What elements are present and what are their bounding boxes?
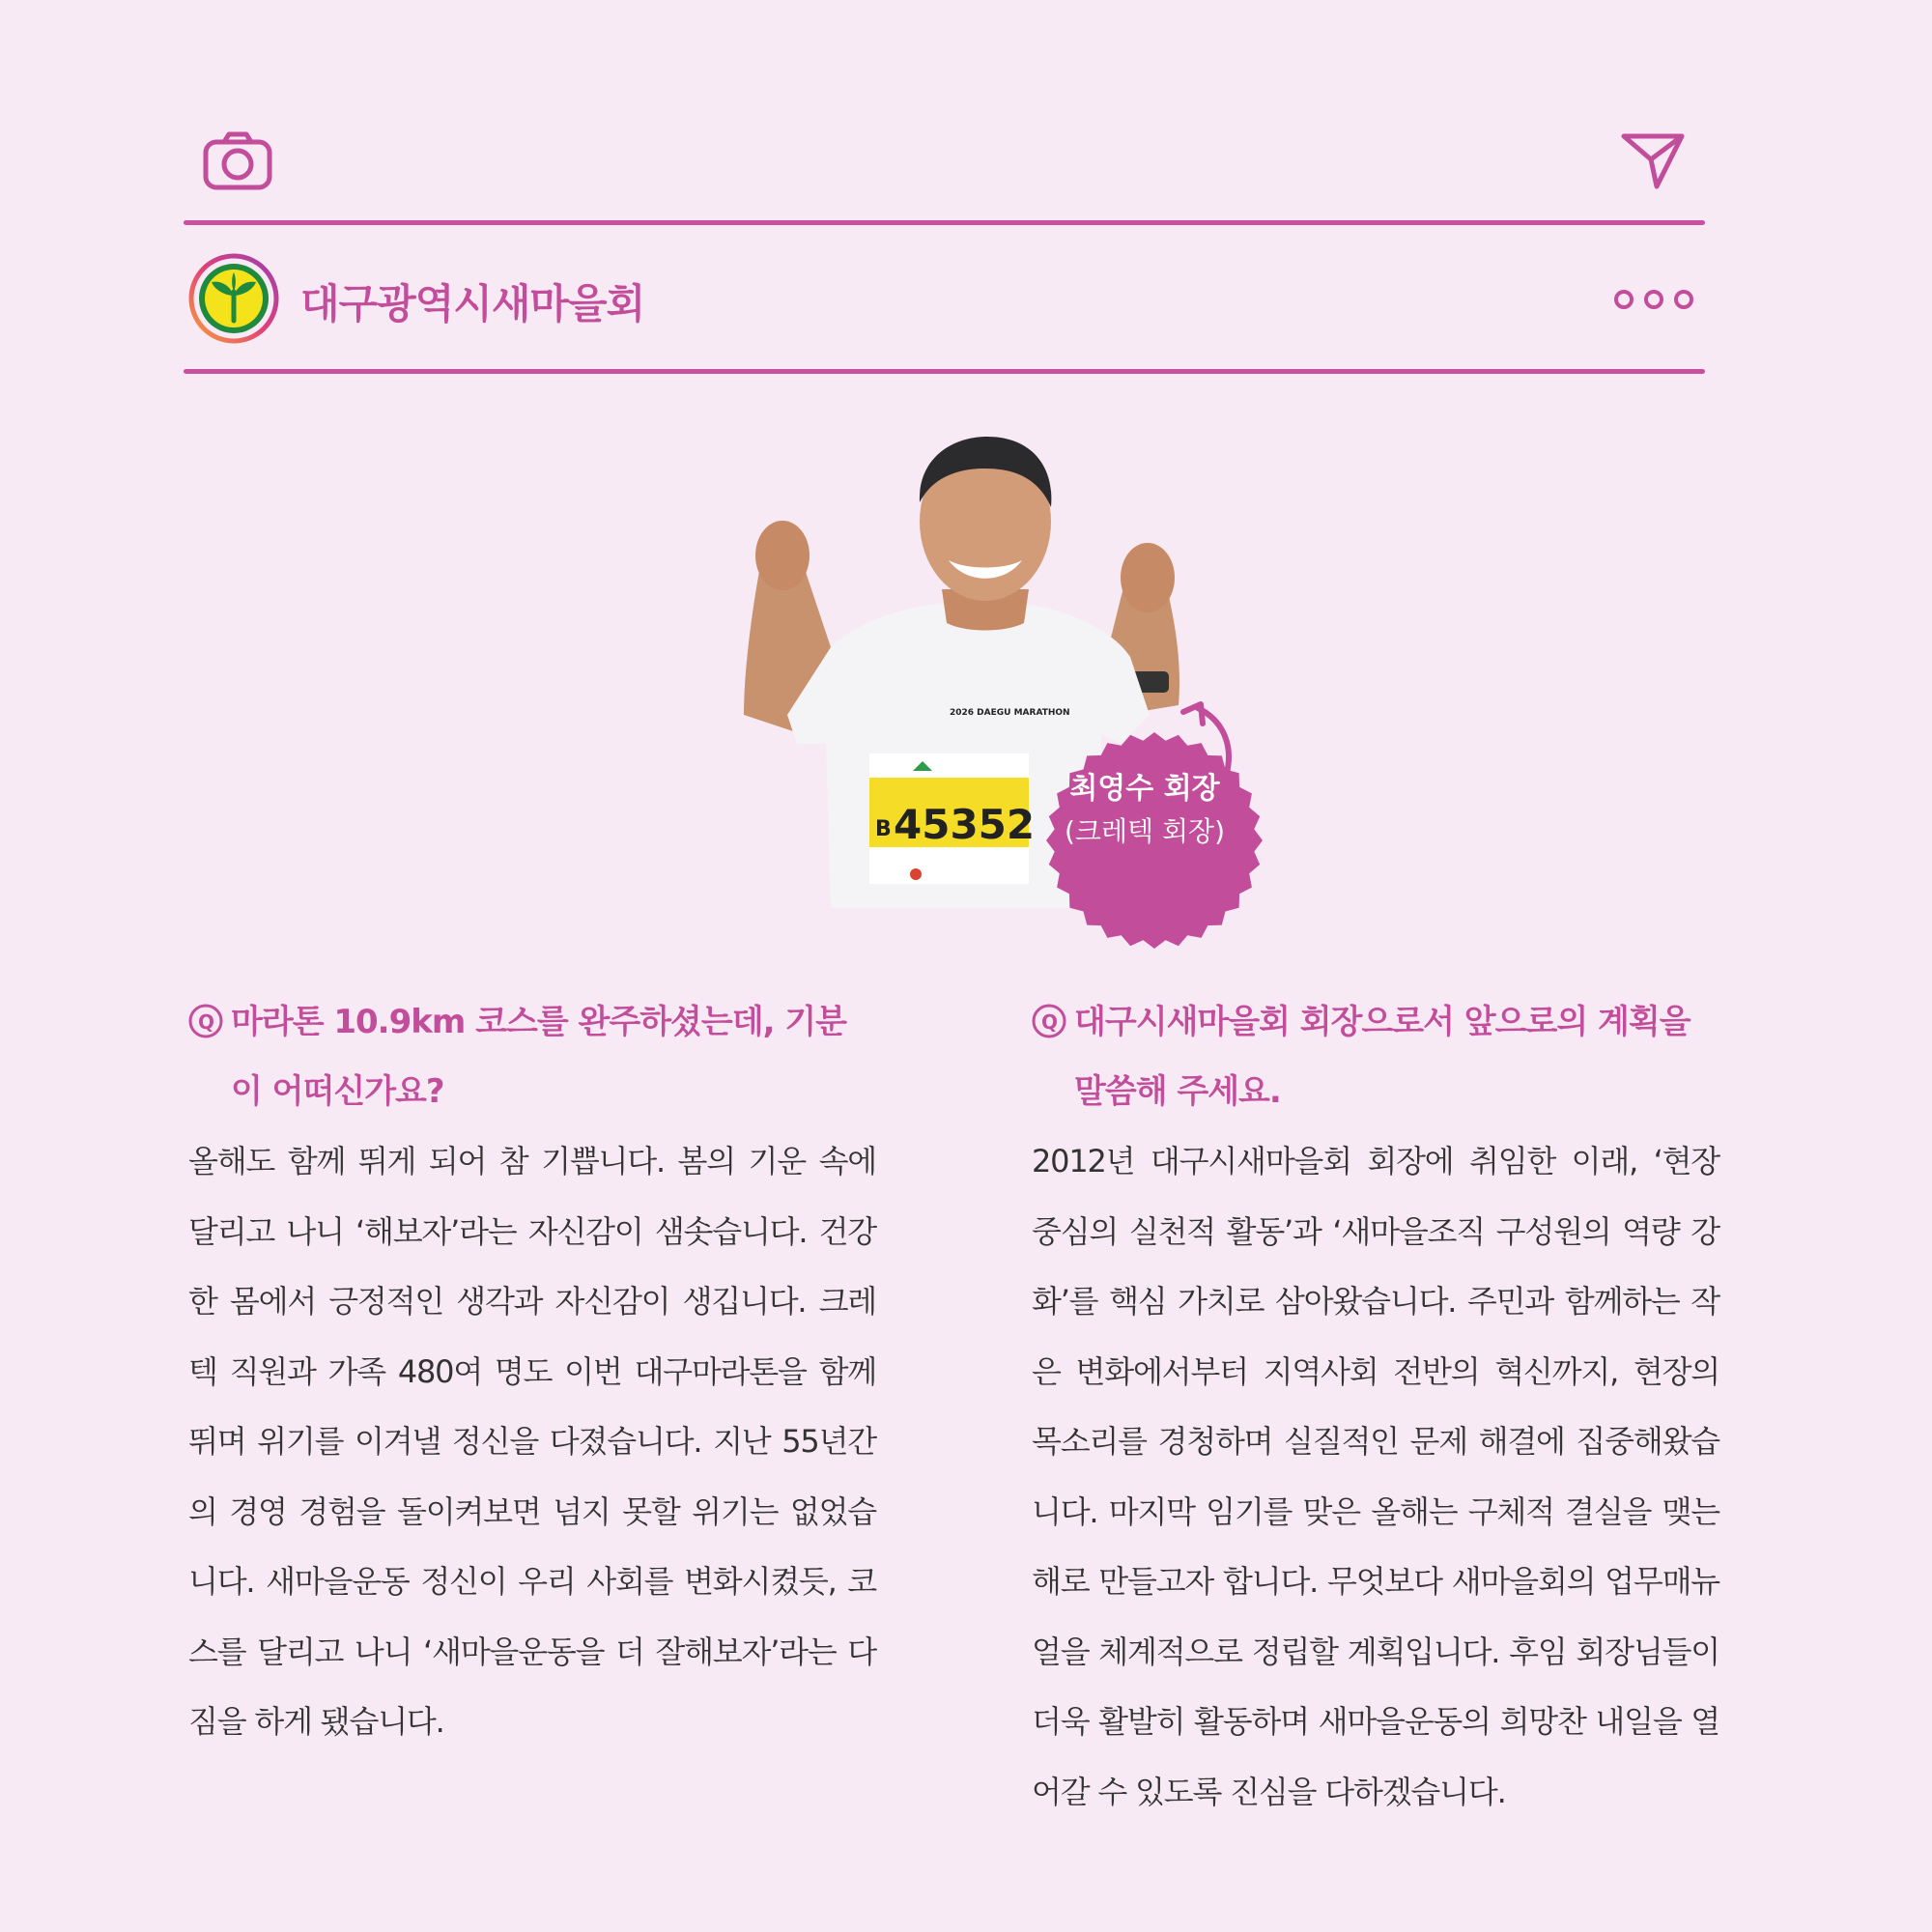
- question-1-text: 마라톤 10.9km 코스를 완주하셨는데, 기분이 어떠신가요?: [231, 1003, 847, 1111]
- svg-text:Q: Q: [1040, 1010, 1058, 1034]
- question-2: [1032, 987, 1719, 1126]
- post-header-bar: [184, 121, 1705, 227]
- badge-title: (크레텍 회장): [1065, 815, 1225, 847]
- saemaul-sprout-logo-icon[interactable]: [188, 253, 279, 344]
- qa-block-2: [1032, 987, 1719, 1827]
- qa-block-1: [188, 987, 876, 1757]
- badge-name: 최영수 회장: [1069, 772, 1220, 806]
- camera-icon[interactable]: [203, 130, 272, 190]
- account-profile-row: [188, 253, 1705, 346]
- post-photo: [696, 425, 1275, 927]
- bib-number: 45352: [894, 801, 1036, 848]
- bib-prefix: B: [875, 817, 892, 841]
- question-2-text: 대구시새마을회 회장으로서 앞으로의 계획을 말씀해 주세요.: [1074, 1003, 1690, 1111]
- profile-divider: [184, 369, 1705, 374]
- answer-2: 2012년 대구시새마을회 회장에 취임한 이래, ‘현장 중심의 실천적 활동’과 ‘새마을조직 구성원의 역량 강화’를 핵심 가치로 삼아왔습니다. 주민과 함께하는 작은 변화에서부터 지역사회 전반의 혁신까지, 현장의 목소리를 경청하며 실질적인 문제 해결에 집중해왔습니다. 마지막 임기를 맞은 올해는 구체적 결실을 맺는 해로 만들고자 합니다. 무엇보다 새마을회의 업무매뉴얼을 체계적으로 정립할 계획입니다. 후임 회장님들이 더욱 활발히 활동하며 새마을운동의 희망찬 내일을 열어갈 수 있도록 진심을 다하겠습니다.: [1032, 1143, 1719, 1810]
- account-name[interactable]: 대구광역시새마을회: [300, 280, 645, 327]
- q-mark-icon: [1032, 1004, 1066, 1038]
- q-mark-icon: [188, 1004, 223, 1038]
- shirt-text: 2026 DAEGU MARATHON: [950, 708, 1070, 718]
- name-badge-text: [1029, 768, 1261, 853]
- question-1: [188, 987, 876, 1126]
- answer-1: 올해도 함께 뛰게 되어 참 기쁩니다. 봄의 기운 속에 달리고 나니 ‘해보자’라는 자신감이 샘솟습니다. 건강한 몸에서 긍정적인 생각과 자신감이 생깁니다. 크레텍 직원과 가족 480여 명도 이번 대구마라톤을 함께 뛰며 위기를 이겨낼 정신을 다졌습니다. 지난 55년간의 경영 경험을 돌이켜보면 넘지 못할 위기는 없었습니다. 새마을운동 정신이 우리 사회를 변화시켰듯, 코스를 달리고 나니 ‘새마을운동을 더 잘해보자’라는 다짐을 하게 됐습니다.: [188, 1143, 876, 1740]
- header-divider: [184, 220, 1705, 225]
- send-icon[interactable]: [1620, 130, 1686, 190]
- more-dots-icon[interactable]: [1612, 288, 1695, 311]
- svg-text:Q: Q: [197, 1010, 214, 1034]
